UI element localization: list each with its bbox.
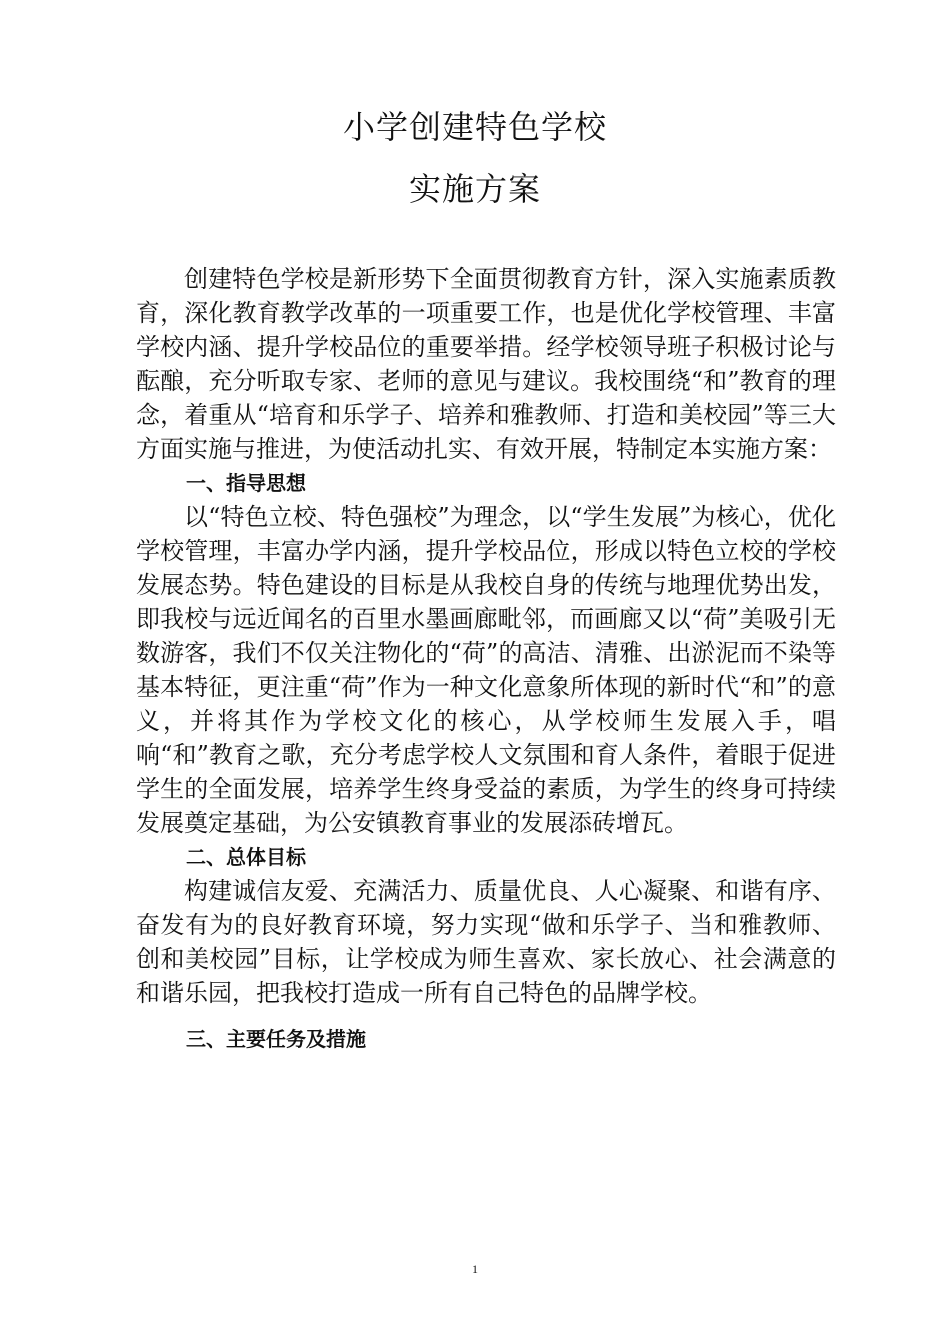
section-paragraph-overall-goals: 构建诚信友爱、充满活力、质量优良、人心凝聚、和谐有序、奋发有为的良好教育环境，努力实现“做和乐学子、当和雅教师、创和美校园”目标，让学校成为师生喜欢、家长放心、社会满意的和谐乐园，把我校打造成一所有自己特色的品牌学校。 bbox=[136, 877, 836, 1007]
section-spacer bbox=[136, 1010, 836, 1022]
document-body bbox=[136, 262, 836, 1056]
section-paragraph-guiding-ideology: 以“特色立校、特色强校”为理念，以“学生发展”为核心，优化学校管理，丰富办学内涵，提升学校品位，形成以特色立校的学校发展态势。特色建设的目标是从我校自身的传统与地理优势出发，即我校与远近闻名的百里水墨画廊毗邻，而画廊又以“荷”美吸引无数游客，我们不仅关注物化的“荷”的高洁、清雅、出淤泥而不染等基本特征，更注重“荷”作为一种文化意象所体现的新时代“和”的意义，并将其作为学校文化的核心，从学校师生发展入手，唱响“和”教育之歌，充分考虑学校人文氛围和育人条件，着眼于促进学生的全面发展，培养学生终身受益的素质，为学生的终身可持续发展奠定基础，为公安镇教育事业的发展添砖增瓦。 bbox=[136, 503, 836, 837]
page-number: 1 bbox=[472, 1262, 478, 1276]
intro-paragraph: 创建特色学校是新形势下全面贯彻教育方针，深入实施素质教育，深化教育教学改革的一项重要工作，也是优化学校管理、丰富学校内涵、提升学校品位的重要举措。经学校领导班子积极讨论与酝酿，充分听取专家、老师的意见与建议。我校围绕“和”教育的理念，着重从“培育和乐学子、培养和雅教师、打造和美校园”等三大方面实施与推进，为使活动扎实、有效开展，特制定本实施方案： bbox=[136, 265, 836, 463]
document-title-line-2: 实施方案 bbox=[408, 170, 541, 208]
document-title-line-1: 小学创建特色学校 bbox=[342, 108, 607, 146]
section-heading-overall-goals: 二、总体目标 bbox=[186, 845, 306, 869]
section-heading-guiding-ideology: 一、指导思想 bbox=[186, 471, 306, 495]
section-heading-main-tasks: 三、主要任务及措施 bbox=[186, 1027, 366, 1051]
